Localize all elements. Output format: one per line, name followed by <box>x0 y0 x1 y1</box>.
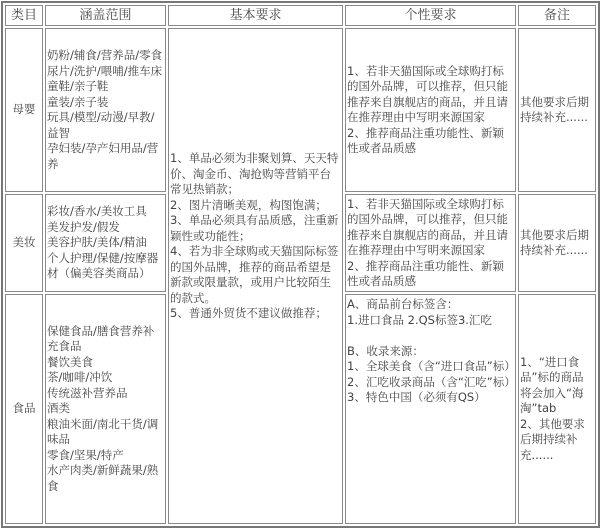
scope-item: 粮油米面/南北干货/调味品 <box>47 416 159 447</box>
table-row <box>5 28 596 192</box>
personal-cell <box>345 294 516 524</box>
scope-item: 酒类 <box>47 401 70 416</box>
scope-cell <box>45 194 166 292</box>
personal-item: 1.进口食品 2.QS标签3.汇吃 <box>347 312 492 327</box>
basic-requirements-cell <box>168 28 343 524</box>
note-item: 2、其他要求后期持续补充...... <box>520 416 585 462</box>
note-item: 其他要求后期持续补充...... <box>520 227 589 257</box>
basic-item: 4、若为非全球购或天猫国际标签的国外品牌，推荐的商品希望是新款或限量款，或用户比较陌生的款式。 <box>170 244 339 305</box>
note-cell <box>518 28 596 192</box>
scope-item: 美容护肤/美体/精油 <box>47 235 147 250</box>
header-row <box>5 5 596 26</box>
scope-item: 零食/坚果/特产 <box>47 447 124 462</box>
personal-cell <box>345 28 516 192</box>
personal-item: 2、推荐商品注重功能性、新颖性或者品质感 <box>347 125 504 155</box>
personal-item: B、收录来源： <box>347 343 424 358</box>
scope-item: 保健食品/膳食营养补充食品 <box>47 323 155 354</box>
header-note: 备注 <box>518 5 596 26</box>
requirements-table <box>1 1 600 528</box>
scope-item: 孕妇装/孕产妇用品/营养 <box>47 141 159 171</box>
basic-item: 3、单品必须具有品质感，注重新颖性或功能性； <box>170 213 339 243</box>
note-cell <box>518 194 596 292</box>
personal-cell <box>345 194 516 292</box>
basic-item: 2、图片清晰美观，构图饱满； <box>170 197 327 212</box>
scope-item: 彩妆/香水/美妆工具 <box>47 204 147 219</box>
scope-item: 茶/咖啡/冲饮 <box>47 370 113 385</box>
personal-item: 1、全球美食（含“进口食品”标） <box>347 359 516 373</box>
scope-item: 童装/亲子装 <box>47 94 109 109</box>
personal-spacer <box>347 328 514 344</box>
header-basic: 基本要求 <box>168 5 343 26</box>
personal-item: A、商品前台标签含： <box>347 297 459 311</box>
scope-item: 玩具/模型/动漫/早教/益智 <box>47 110 155 140</box>
scope-item: 餐饮美食 <box>47 354 93 369</box>
category-cell: 美妆 <box>5 194 43 292</box>
header-category: 类目 <box>5 5 43 26</box>
header-personal: 个性要求 <box>345 5 516 26</box>
personal-item: 2、汇吃收录商品（含“汇吃”标） <box>347 374 516 389</box>
note-cell <box>518 294 596 524</box>
note-item: 其他要求后期持续补充...... <box>520 94 589 124</box>
scope-item: 奶粉/辅食/营养品/零食 <box>47 48 163 62</box>
basic-item: 1、单品必须为非聚划算、天天特价、淘金币、淘抢购等营销平台常见热销款； <box>170 151 339 196</box>
scope-item: 童鞋/亲子鞋 <box>47 79 109 93</box>
personal-item: 3、特色中国（必须有QS） <box>347 390 486 404</box>
basic-item: 5、普通外贸货不建议做推荐； <box>170 306 327 320</box>
scope-cell <box>45 294 166 524</box>
scope-item: 尿片/洗护/喂哺/推车床 <box>47 63 163 78</box>
scope-item: 美发护发/假发 <box>47 219 120 234</box>
personal-item: 2、推荐商品注重功能性、新颖性或者品质感 <box>347 258 504 288</box>
category-cell: 食品 <box>5 294 43 524</box>
scope-item: 个人护理/保健/按摩器材（偏美容类商品） <box>47 250 159 281</box>
personal-item: 1、若非天猫国际或全球购打标的国外品牌，可以推荐，但只能推荐来自旗舰店的商品，并且请在推荐理由中写明来源国家 <box>347 63 508 124</box>
personal-item: 1、若非天猫国际或全球购打标的国外品牌，可以推荐，但只能推荐来自旗舰店的商品，并且请在推荐理由中写明来源国家 <box>347 196 508 257</box>
scope-item: 传统滋补营养品 <box>47 385 128 400</box>
scope-cell <box>45 28 166 192</box>
category-cell: 母婴 <box>5 28 43 192</box>
header-scope: 涵盖范围 <box>45 5 166 26</box>
scope-item: 水产肉类/新鲜蔬果/熟食 <box>47 463 159 493</box>
note-item: 1、“进口食品”标的商品将会加入“海淘”tab <box>520 354 584 416</box>
